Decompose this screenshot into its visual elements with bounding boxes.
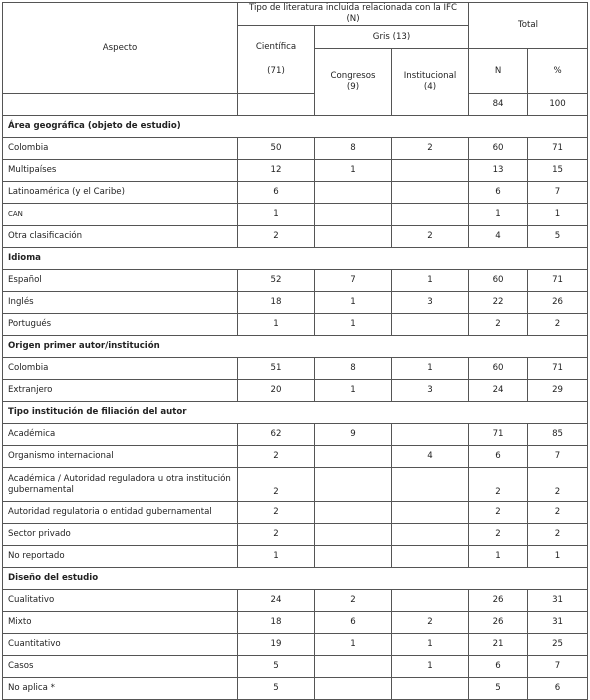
table-row [3, 270, 588, 292]
section-header-row [3, 248, 588, 270]
section-title: Área geográfica (objeto de estudio) [3, 116, 588, 138]
cell-institucional: 1 [392, 358, 469, 380]
section-title: Idioma [3, 248, 588, 270]
header-institucional [392, 49, 469, 116]
cell-institucional: 1 [392, 270, 469, 292]
section-header-row [3, 116, 588, 138]
header-pct-total: 100 [528, 94, 588, 116]
row-label: No reportado [3, 546, 238, 568]
cell-cientifica: 12 [238, 160, 315, 182]
literature-table [2, 2, 588, 700]
cell-cientifica: 18 [238, 612, 315, 634]
table-row [3, 446, 588, 468]
cell-institucional [392, 160, 469, 182]
table-row [3, 502, 588, 524]
table-row [3, 226, 588, 248]
cell-congresos: 7 [315, 270, 392, 292]
table-row [3, 524, 588, 546]
cell-cientifica: 50 [238, 138, 315, 160]
cell-pct: 31 [528, 590, 588, 612]
cell-congresos [315, 468, 392, 502]
cell-pct: 6 [528, 678, 588, 700]
cell-n: 2 [469, 314, 528, 336]
header-n-total: 84 [469, 94, 528, 116]
table-row [3, 314, 588, 336]
cell-institucional [392, 314, 469, 336]
cell-congresos [315, 656, 392, 678]
cell-cientifica: 52 [238, 270, 315, 292]
row-label: CAN [3, 204, 238, 226]
row-label: Organismo internacional [3, 446, 238, 468]
cell-congresos: 2 [315, 590, 392, 612]
cell-cientifica: 2 [238, 524, 315, 546]
cell-institucional: 1 [392, 634, 469, 656]
cell-institucional [392, 524, 469, 546]
row-label: Mixto [3, 612, 238, 634]
cell-congresos: 9 [315, 424, 392, 446]
table-row [3, 546, 588, 568]
cell-pct: 5 [528, 226, 588, 248]
cell-n: 60 [469, 270, 528, 292]
cell-n: 21 [469, 634, 528, 656]
cell-pct: 85 [528, 424, 588, 446]
cell-congresos: 8 [315, 138, 392, 160]
table-row [3, 656, 588, 678]
cell-institucional: 2 [392, 138, 469, 160]
row-label: Autoridad regulatoria o entidad gubernamental [3, 502, 238, 524]
row-label: Multipaíses [3, 160, 238, 182]
table-row [3, 468, 588, 502]
cell-institucional: 2 [392, 612, 469, 634]
table-row [3, 292, 588, 314]
cell-n: 6 [469, 656, 528, 678]
table-row [3, 612, 588, 634]
table-row [3, 424, 588, 446]
cell-institucional [392, 546, 469, 568]
cell-congresos [315, 546, 392, 568]
cell-n: 1 [469, 204, 528, 226]
header-aspecto-spacer [3, 94, 238, 116]
cell-n: 22 [469, 292, 528, 314]
cell-n: 26 [469, 590, 528, 612]
cell-cientifica: 62 [238, 424, 315, 446]
cell-congresos [315, 204, 392, 226]
table-row [3, 138, 588, 160]
cell-cientifica: 5 [238, 678, 315, 700]
table-row [3, 358, 588, 380]
cell-congresos: 1 [315, 314, 392, 336]
header-total: Total [469, 3, 588, 49]
cell-pct: 71 [528, 358, 588, 380]
cell-pct: 1 [528, 546, 588, 568]
cell-n: 6 [469, 182, 528, 204]
cell-pct: 31 [528, 612, 588, 634]
cell-cientifica: 6 [238, 182, 315, 204]
header-pct: % [528, 49, 588, 94]
cell-pct: 7 [528, 656, 588, 678]
row-label: Académica / Autoridad reguladora u otra institución gubernamental [3, 468, 238, 502]
cell-congresos: 8 [315, 358, 392, 380]
cell-cientifica: 1 [238, 546, 315, 568]
row-label: Colombia [3, 138, 238, 160]
row-label: Cuantitativo [3, 634, 238, 656]
cell-pct: 2 [528, 468, 588, 502]
cell-n: 24 [469, 380, 528, 402]
cell-pct: 7 [528, 446, 588, 468]
cell-institucional: 1 [392, 656, 469, 678]
cell-congresos [315, 502, 392, 524]
section-header-row [3, 402, 588, 424]
cell-pct: 1 [528, 204, 588, 226]
cell-n: 6 [469, 446, 528, 468]
cell-institucional: 4 [392, 446, 469, 468]
row-label: Otra clasificación [3, 226, 238, 248]
cell-cientifica: 19 [238, 634, 315, 656]
cell-institucional [392, 204, 469, 226]
cell-institucional [392, 468, 469, 502]
header-n: N [469, 49, 528, 94]
header-institucional-count: (4) [423, 82, 437, 92]
row-label: Casos [3, 656, 238, 678]
header-congresos-label: Congresos [330, 71, 376, 82]
cell-n: 26 [469, 612, 528, 634]
cell-n: 4 [469, 226, 528, 248]
cell-institucional [392, 678, 469, 700]
row-label: Cualitativo [3, 590, 238, 612]
cell-n: 13 [469, 160, 528, 182]
cell-n: 71 [469, 424, 528, 446]
cell-pct: 29 [528, 380, 588, 402]
cell-pct: 15 [528, 160, 588, 182]
header-congresos [315, 49, 392, 116]
row-label: Colombia [3, 358, 238, 380]
cell-cientifica: 24 [238, 590, 315, 612]
header-institucional-label: Institucional [403, 71, 457, 82]
section-title: Tipo institución de filiación del autor [3, 402, 588, 424]
row-label: Portugués [3, 314, 238, 336]
cell-n: 60 [469, 138, 528, 160]
cell-pct: 2 [528, 524, 588, 546]
row-label: Inglés [3, 292, 238, 314]
cell-congresos [315, 226, 392, 248]
row-label: Latinoamérica (y el Caribe) [3, 182, 238, 204]
cell-pct: 2 [528, 502, 588, 524]
header-tipo-literatura: Tipo de literatura incluida relacionada con la IFC (N) [238, 3, 469, 26]
cell-institucional [392, 590, 469, 612]
cell-pct: 71 [528, 138, 588, 160]
cell-pct: 2 [528, 314, 588, 336]
section-title: Origen primer autor/institución [3, 336, 588, 358]
cell-congresos: 1 [315, 634, 392, 656]
cell-n: 1 [469, 546, 528, 568]
cell-cientifica: 20 [238, 380, 315, 402]
cell-pct: 25 [528, 634, 588, 656]
table-row [3, 590, 588, 612]
row-label: No aplica * [3, 678, 238, 700]
cell-cientifica: 2 [238, 226, 315, 248]
cell-institucional: 2 [392, 226, 469, 248]
table-row [3, 182, 588, 204]
header-congresos-count: (9) [346, 82, 360, 92]
cell-congresos [315, 182, 392, 204]
cell-n: 2 [469, 502, 528, 524]
table-row [3, 678, 588, 700]
header-cientifica-count: (71) [267, 66, 285, 76]
cell-congresos [315, 678, 392, 700]
cell-congresos [315, 446, 392, 468]
cell-congresos [315, 524, 392, 546]
cell-n: 60 [469, 358, 528, 380]
cell-n: 5 [469, 678, 528, 700]
cell-cientifica: 2 [238, 468, 315, 502]
cell-cientifica: 5 [238, 656, 315, 678]
cell-pct: 71 [528, 270, 588, 292]
cell-institucional [392, 502, 469, 524]
header-aspecto: Aspecto [3, 3, 238, 94]
cell-cientifica: 1 [238, 314, 315, 336]
cell-cientifica: 2 [238, 502, 315, 524]
cell-cientifica: 51 [238, 358, 315, 380]
cell-institucional [392, 182, 469, 204]
row-label: Sector privado [3, 524, 238, 546]
cell-n: 2 [469, 524, 528, 546]
header-cientifica-label: Científica [255, 42, 297, 53]
table-body [3, 116, 588, 700]
cell-institucional: 3 [392, 292, 469, 314]
cell-congresos: 6 [315, 612, 392, 634]
header-gris: Gris (13) [315, 26, 469, 49]
cell-congresos: 1 [315, 380, 392, 402]
section-header-row [3, 336, 588, 358]
table-row [3, 160, 588, 182]
row-label: Español [3, 270, 238, 292]
header-cientifica [238, 26, 315, 94]
cell-institucional: 3 [392, 380, 469, 402]
header-cientifica-spacer [238, 94, 315, 116]
cell-cientifica: 18 [238, 292, 315, 314]
cell-congresos: 1 [315, 160, 392, 182]
cell-n: 2 [469, 468, 528, 502]
cell-institucional [392, 424, 469, 446]
cell-cientifica: 2 [238, 446, 315, 468]
table-row [3, 380, 588, 402]
cell-pct: 7 [528, 182, 588, 204]
cell-congresos: 1 [315, 292, 392, 314]
cell-cientifica: 1 [238, 204, 315, 226]
table-row [3, 204, 588, 226]
table-row [3, 634, 588, 656]
section-header-row [3, 568, 588, 590]
row-label: Extranjero [3, 380, 238, 402]
row-label: Académica [3, 424, 238, 446]
section-title: Diseño del estudio [3, 568, 588, 590]
cell-pct: 26 [528, 292, 588, 314]
